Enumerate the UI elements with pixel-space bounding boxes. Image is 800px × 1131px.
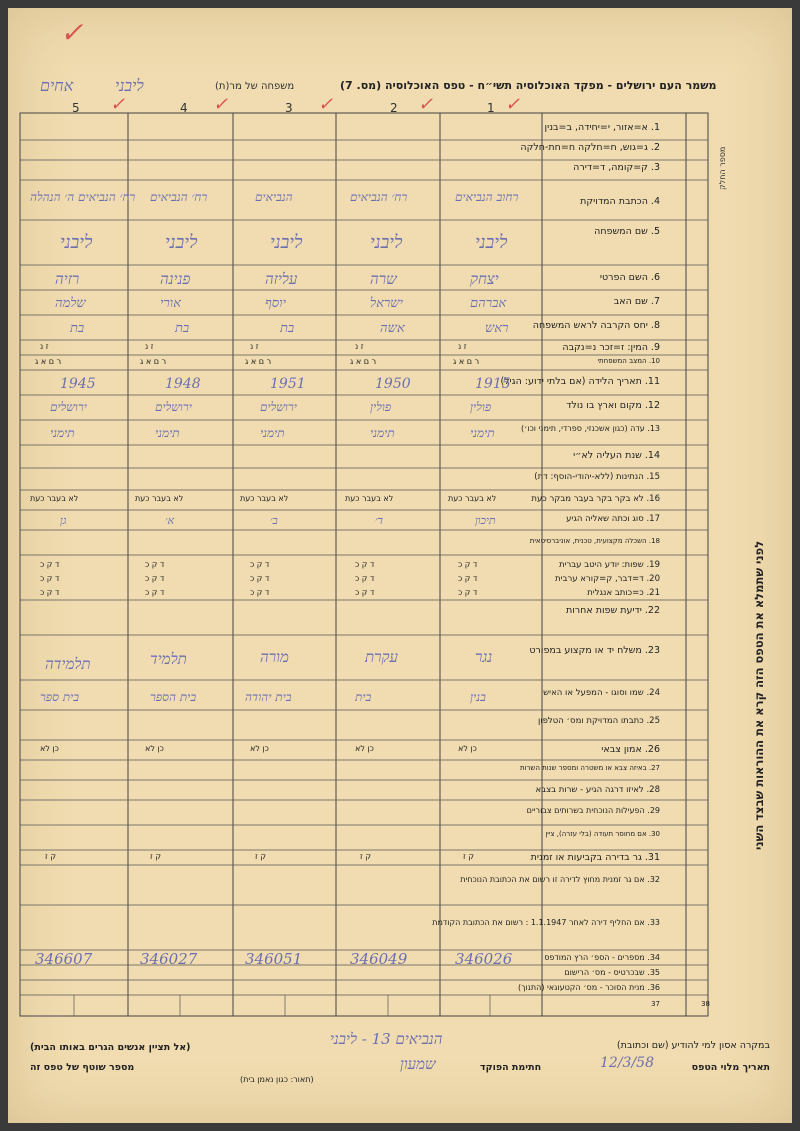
row-21-label: 21. כ=כותב אנגלית	[587, 588, 660, 598]
hw-occupation-col4: תלמיד	[150, 650, 187, 668]
hw-father-col2: ישראל	[370, 296, 403, 311]
row-35-label: 35. שבכרטיס - מס׳ הרישום	[564, 968, 660, 977]
lang-heb-options-col4[interactable]: ד ק כ	[145, 560, 165, 569]
hw-study-col1: תיכון	[475, 514, 496, 527]
row-16-label: 16. לא בקר בקר בעבר מבקר כעת	[531, 494, 660, 504]
military-yesno-col5[interactable]: כן לא	[40, 744, 59, 753]
school-options-col1[interactable]: לא בעבר כעת	[448, 494, 497, 503]
military-yesno-col4[interactable]: כן לא	[145, 744, 164, 753]
sex-options-col3[interactable]: ז נ	[250, 342, 259, 351]
column-number-3: 3	[285, 101, 293, 115]
hw-birthplace-col3: ירושלים	[260, 400, 297, 414]
row-25-label: 25. כתבתו המדויקת ומס׳ הטלפון	[537, 716, 660, 726]
row-38-label: 38	[701, 1000, 710, 1008]
check-mark-3: ✓	[318, 94, 334, 115]
row-11-label: 11. תאריך הלידה (אם בלתי ידוע: הגיל)	[500, 376, 660, 387]
hw-father-col1: אברהם	[470, 296, 507, 311]
row-20-label: 20. ד=דבר, ק=קורא ערבית	[555, 574, 660, 584]
sex-options-col4[interactable]: ז נ	[145, 342, 154, 351]
row-23-label: 23. משלח יד או מקצוע במפורט	[529, 645, 660, 656]
hw-occupation-col5: תלמידה	[45, 655, 91, 673]
hw-origin-col1: תימני	[470, 426, 495, 440]
hw-reg-col5: 346607	[35, 950, 93, 968]
hw-birth-col5: 1945	[60, 376, 96, 392]
hw-father-col3: יוסף	[265, 296, 286, 311]
hw-first-col1: יצחק	[470, 270, 499, 288]
row-34-label: 34. מספרים - הספ׳ הרץ המודפס	[544, 953, 660, 962]
row-36-label: 36. מנית הסוכר - מס׳ הקטעוגאי (התנוך)	[518, 983, 660, 992]
hw-relation-col5: בת	[70, 321, 85, 336]
family-name-handwritten-2: אחים	[40, 76, 74, 95]
row-27-label: 27. באיזה צבא או משטרה ומספר שנות השרות	[519, 764, 660, 772]
school-options-col4[interactable]: לא בעבר כעת	[135, 494, 184, 503]
hw-origin-col5: תימני	[50, 426, 75, 440]
hw-surname-col2: ליבני	[370, 232, 403, 253]
hw-employer-col1: בנין	[470, 690, 486, 704]
hw-first-col4: פנינה	[160, 270, 191, 288]
row-13-label: 13. עדה (כגון אשכנזי, ספרדי, תימני וכו׳)	[520, 424, 660, 433]
row-28-label: 28. לאיזו דרגה הגיע - שרות בצבא	[535, 785, 660, 795]
lang-heb-options-col1[interactable]: ד ק כ	[458, 560, 478, 569]
row-6-label: 6. השם הפרטי	[599, 272, 660, 283]
hw-birth-col3: 1951	[270, 376, 306, 392]
signature-label: חתימת הפוקד	[480, 1062, 542, 1073]
lang-arb-options-col1[interactable]: ד ק כ	[458, 574, 478, 583]
military-yesno-col2[interactable]: כן לא	[355, 744, 374, 753]
row-5-label: 5. שם המשפחה	[594, 226, 660, 237]
marital-options-col5[interactable]: ר ם א ג	[35, 357, 62, 366]
hw-address-col3: הנביאים	[255, 190, 293, 204]
row-14-label: 14. שנת העליה לא״י	[573, 450, 660, 461]
hw-first-col2: שרה	[370, 270, 397, 288]
marital-options-col3[interactable]: ר ם א ג	[245, 357, 272, 366]
row-9-label: 9. המין: ז=זכר נ=נקבה	[562, 342, 660, 353]
row-31-label: 31. גר בדירה בקביעות או זמנית	[530, 852, 660, 863]
hw-relation-col4: בת	[175, 321, 190, 336]
row-15-label: 15. הנתינות (ללא-יהודי-הוסף: דת)	[534, 472, 660, 482]
hw-study-col5: גן	[60, 514, 67, 527]
lang-eng-options-col3[interactable]: ד ק כ	[250, 588, 270, 597]
hw-origin-col3: תימני	[260, 426, 285, 440]
hw-employer-col2: בית	[355, 690, 372, 704]
residence-perm-col5[interactable]: ק ז	[45, 852, 56, 861]
hw-study-col2: ד׳	[375, 514, 384, 527]
residents-note: (אל תציין אנשים הגרים באותו הבית)	[30, 1042, 191, 1053]
sex-options-col1[interactable]: ז נ	[458, 342, 467, 351]
military-yesno-col3[interactable]: כן לא	[250, 744, 269, 753]
hw-occupation-col2: עקרת	[365, 648, 399, 666]
row-17-label: 17. סוג וכתה שאליה הגיע	[566, 514, 660, 524]
family-label: משפחה של מר(ת)	[215, 81, 295, 92]
hw-relation-col1: ראש	[485, 321, 509, 336]
marital-options-col1[interactable]: ר ם א ג	[453, 357, 480, 366]
hw-first-col5: רזיה	[55, 270, 80, 288]
row-8-label: 8. יחס הקרבה לראש המשפחה	[532, 320, 660, 331]
hw-surname-col4: ליבני	[165, 232, 198, 253]
lang-heb-options-col3[interactable]: ד ק כ	[250, 560, 270, 569]
row-30-label: 30. אם מחוסר תעודה (בלי עזרה), ציין	[545, 830, 660, 838]
lang-arb-options-col5[interactable]: ד ק כ	[40, 574, 60, 583]
row-10-label: 10. המצב המשפחתי	[597, 357, 660, 365]
row-37-label: 37	[651, 1000, 660, 1008]
row-3-label: 3. ק=קומה, ד=דירה	[573, 162, 660, 173]
hw-employer-col5: בית ספר	[40, 690, 80, 704]
check-mark-4: ✓	[213, 94, 229, 115]
row-12-label: 12. מקום וארץ בו נולד	[566, 400, 660, 411]
residence-perm-col1[interactable]: ק ז	[463, 852, 474, 861]
hw-birthplace-col1: פולין	[470, 400, 492, 414]
hw-employer-col3: בית יהודה	[245, 690, 292, 704]
check-mark-5: ✓	[110, 94, 126, 115]
row-4-label: 4. הכתבת המדויקת	[580, 196, 660, 207]
hw-relation-col3: בת	[280, 321, 295, 336]
hw-relation-col2: אשה	[380, 321, 405, 336]
lang-heb-options-col2[interactable]: ד ק כ	[355, 560, 375, 569]
school-options-col3[interactable]: לא בעבר כעת	[240, 494, 289, 503]
hw-reg-col3: 346051	[245, 950, 303, 968]
corner-check-mark: ✓	[60, 16, 84, 49]
lang-arb-options-col2[interactable]: ד ק כ	[355, 574, 375, 583]
lang-arb-options-col3[interactable]: ד ק כ	[250, 574, 270, 583]
hw-occupation-col1: נגר	[475, 648, 493, 666]
hw-reg-col4: 346027	[140, 950, 198, 968]
row-26-label: 26. אמון צבאי	[601, 744, 660, 755]
hw-birthplace-col4: ירושלים	[155, 400, 192, 414]
hw-father-col4: אורי	[160, 296, 181, 311]
hw-surname-col3: ליבני	[270, 232, 303, 253]
hw-address-col4: רח׳ הנביאים	[150, 190, 208, 204]
informer-value: הנביאים 13 - ליבני	[330, 1030, 443, 1048]
date-value: 12/3/58	[600, 1055, 654, 1071]
lang-eng-options-col4[interactable]: ד ק כ	[145, 588, 165, 597]
shared-hint: (תאור: כגון נאמן בית)	[240, 1075, 314, 1084]
lang-heb-options-col5[interactable]: ד ק כ	[40, 560, 60, 569]
hw-birthplace-col2: פולין	[370, 400, 392, 414]
form-title: משמר העם ירושלים - מפקד האוכלוסיה תשי״ח - טפס האוכלוסיה (מס. 7)	[340, 79, 717, 92]
hw-address-col5: רח׳ הנביאים ה׳ הנהלה	[30, 190, 136, 204]
lang-arb-options-col4[interactable]: ד ק כ	[145, 574, 165, 583]
hw-surname-col5: ליבני	[60, 232, 93, 253]
row-19-label: 19. שפות: יודע היטב עברית	[558, 560, 660, 570]
row-32-label: 32. אם גר זמנית מחוץ לדירה זו רשום את הכתובת הנוכחית	[460, 875, 660, 884]
hw-occupation-col3: מורה	[260, 648, 289, 666]
sex-options-col5[interactable]: ז נ	[40, 342, 49, 351]
hw-first-col3: עליזה	[265, 270, 298, 288]
school-options-col2[interactable]: לא בעבר כעת	[345, 494, 394, 503]
residence-perm-col4[interactable]: ק ז	[150, 852, 161, 861]
hw-birth-col2: 1950	[375, 376, 411, 392]
date-label: תאריך מלוי הטפס	[691, 1062, 770, 1073]
marital-options-col2[interactable]: ר ם א ג	[350, 357, 377, 366]
lang-eng-options-col5[interactable]: ד ק כ	[40, 588, 60, 597]
hw-address-col1: רחוב הנביאים	[455, 190, 519, 204]
hw-address-col2: רח׳ הנביאים	[350, 190, 408, 204]
hw-origin-col2: תימני	[370, 426, 395, 440]
column-number-4: 4	[180, 101, 188, 115]
sex-options-col2[interactable]: ז נ	[355, 342, 364, 351]
marital-options-col4[interactable]: ר ם א ג	[140, 357, 167, 366]
column-number-5: 5	[72, 101, 80, 115]
column-number-2: 2	[390, 101, 398, 115]
side-small-note: מספר החלק	[718, 146, 727, 190]
lang-eng-options-col1[interactable]: ד ק כ	[458, 588, 478, 597]
hw-reg-col2: 346049	[350, 950, 408, 968]
lang-eng-options-col2[interactable]: ד ק כ	[355, 588, 375, 597]
informer-label: במקרה אסון למי להודיע (שם וכתובת)	[616, 1040, 770, 1051]
hw-study-col3: ב׳	[270, 514, 278, 527]
row-2-label: 2. ג=גוש, ח=חלקה ח=חת-חלקה	[520, 142, 660, 153]
hw-study-col4: א׳	[165, 514, 175, 527]
hw-surname-col1: ליבני	[475, 232, 508, 253]
family-name-handwritten: ליבני	[115, 76, 144, 95]
side-instructions: לפני שתמלא את הטפס הזה קרא את ההוראות שבצד השני	[752, 540, 766, 850]
hw-employer-col4: בית הספר	[150, 690, 197, 704]
shared-number-label: מספר שוטף של טפס זה	[30, 1062, 135, 1073]
row-24-label: 24. שמו וסוגו - המפעל או האיש	[543, 688, 660, 698]
residence-perm-col2[interactable]: ק ז	[360, 852, 371, 861]
school-options-col5[interactable]: לא בעבר כעת	[30, 494, 79, 503]
military-yesno-col1[interactable]: כן לא	[458, 744, 477, 753]
hw-birth-col1: 1915	[475, 376, 511, 392]
check-mark-1: ✓	[505, 94, 521, 115]
hw-birth-col4: 1948	[165, 376, 201, 392]
hw-reg-col1: 346026	[455, 950, 513, 968]
row-33-label: 33. אם החליף דירה לאחר 1.1.1947 : רשום את הכתובת הקודמת	[432, 918, 660, 927]
row-29-label: 29. הפעילות הנוכחית בשרותים צבוריים	[526, 806, 660, 815]
row-22-label: 22. ידיעת שפות אחרות	[565, 605, 660, 616]
signature-value: שמעון	[400, 1055, 436, 1073]
column-number-1: 1	[487, 101, 495, 115]
hw-father-col5: שלמה	[55, 296, 86, 311]
row-7-label: 7. שם האב	[613, 296, 660, 307]
row-1-label: 1. א=אזור, י=יחידה, ב=בנין	[544, 122, 660, 133]
hw-birthplace-col5: ירושלים	[50, 400, 87, 414]
check-mark-2: ✓	[418, 94, 434, 115]
row-18-label: 18. השכלה מקצועית, טכנית, אוניברסיטאית	[529, 537, 660, 545]
hw-origin-col4: תימני	[155, 426, 180, 440]
residence-perm-col3[interactable]: ק ז	[255, 852, 266, 861]
